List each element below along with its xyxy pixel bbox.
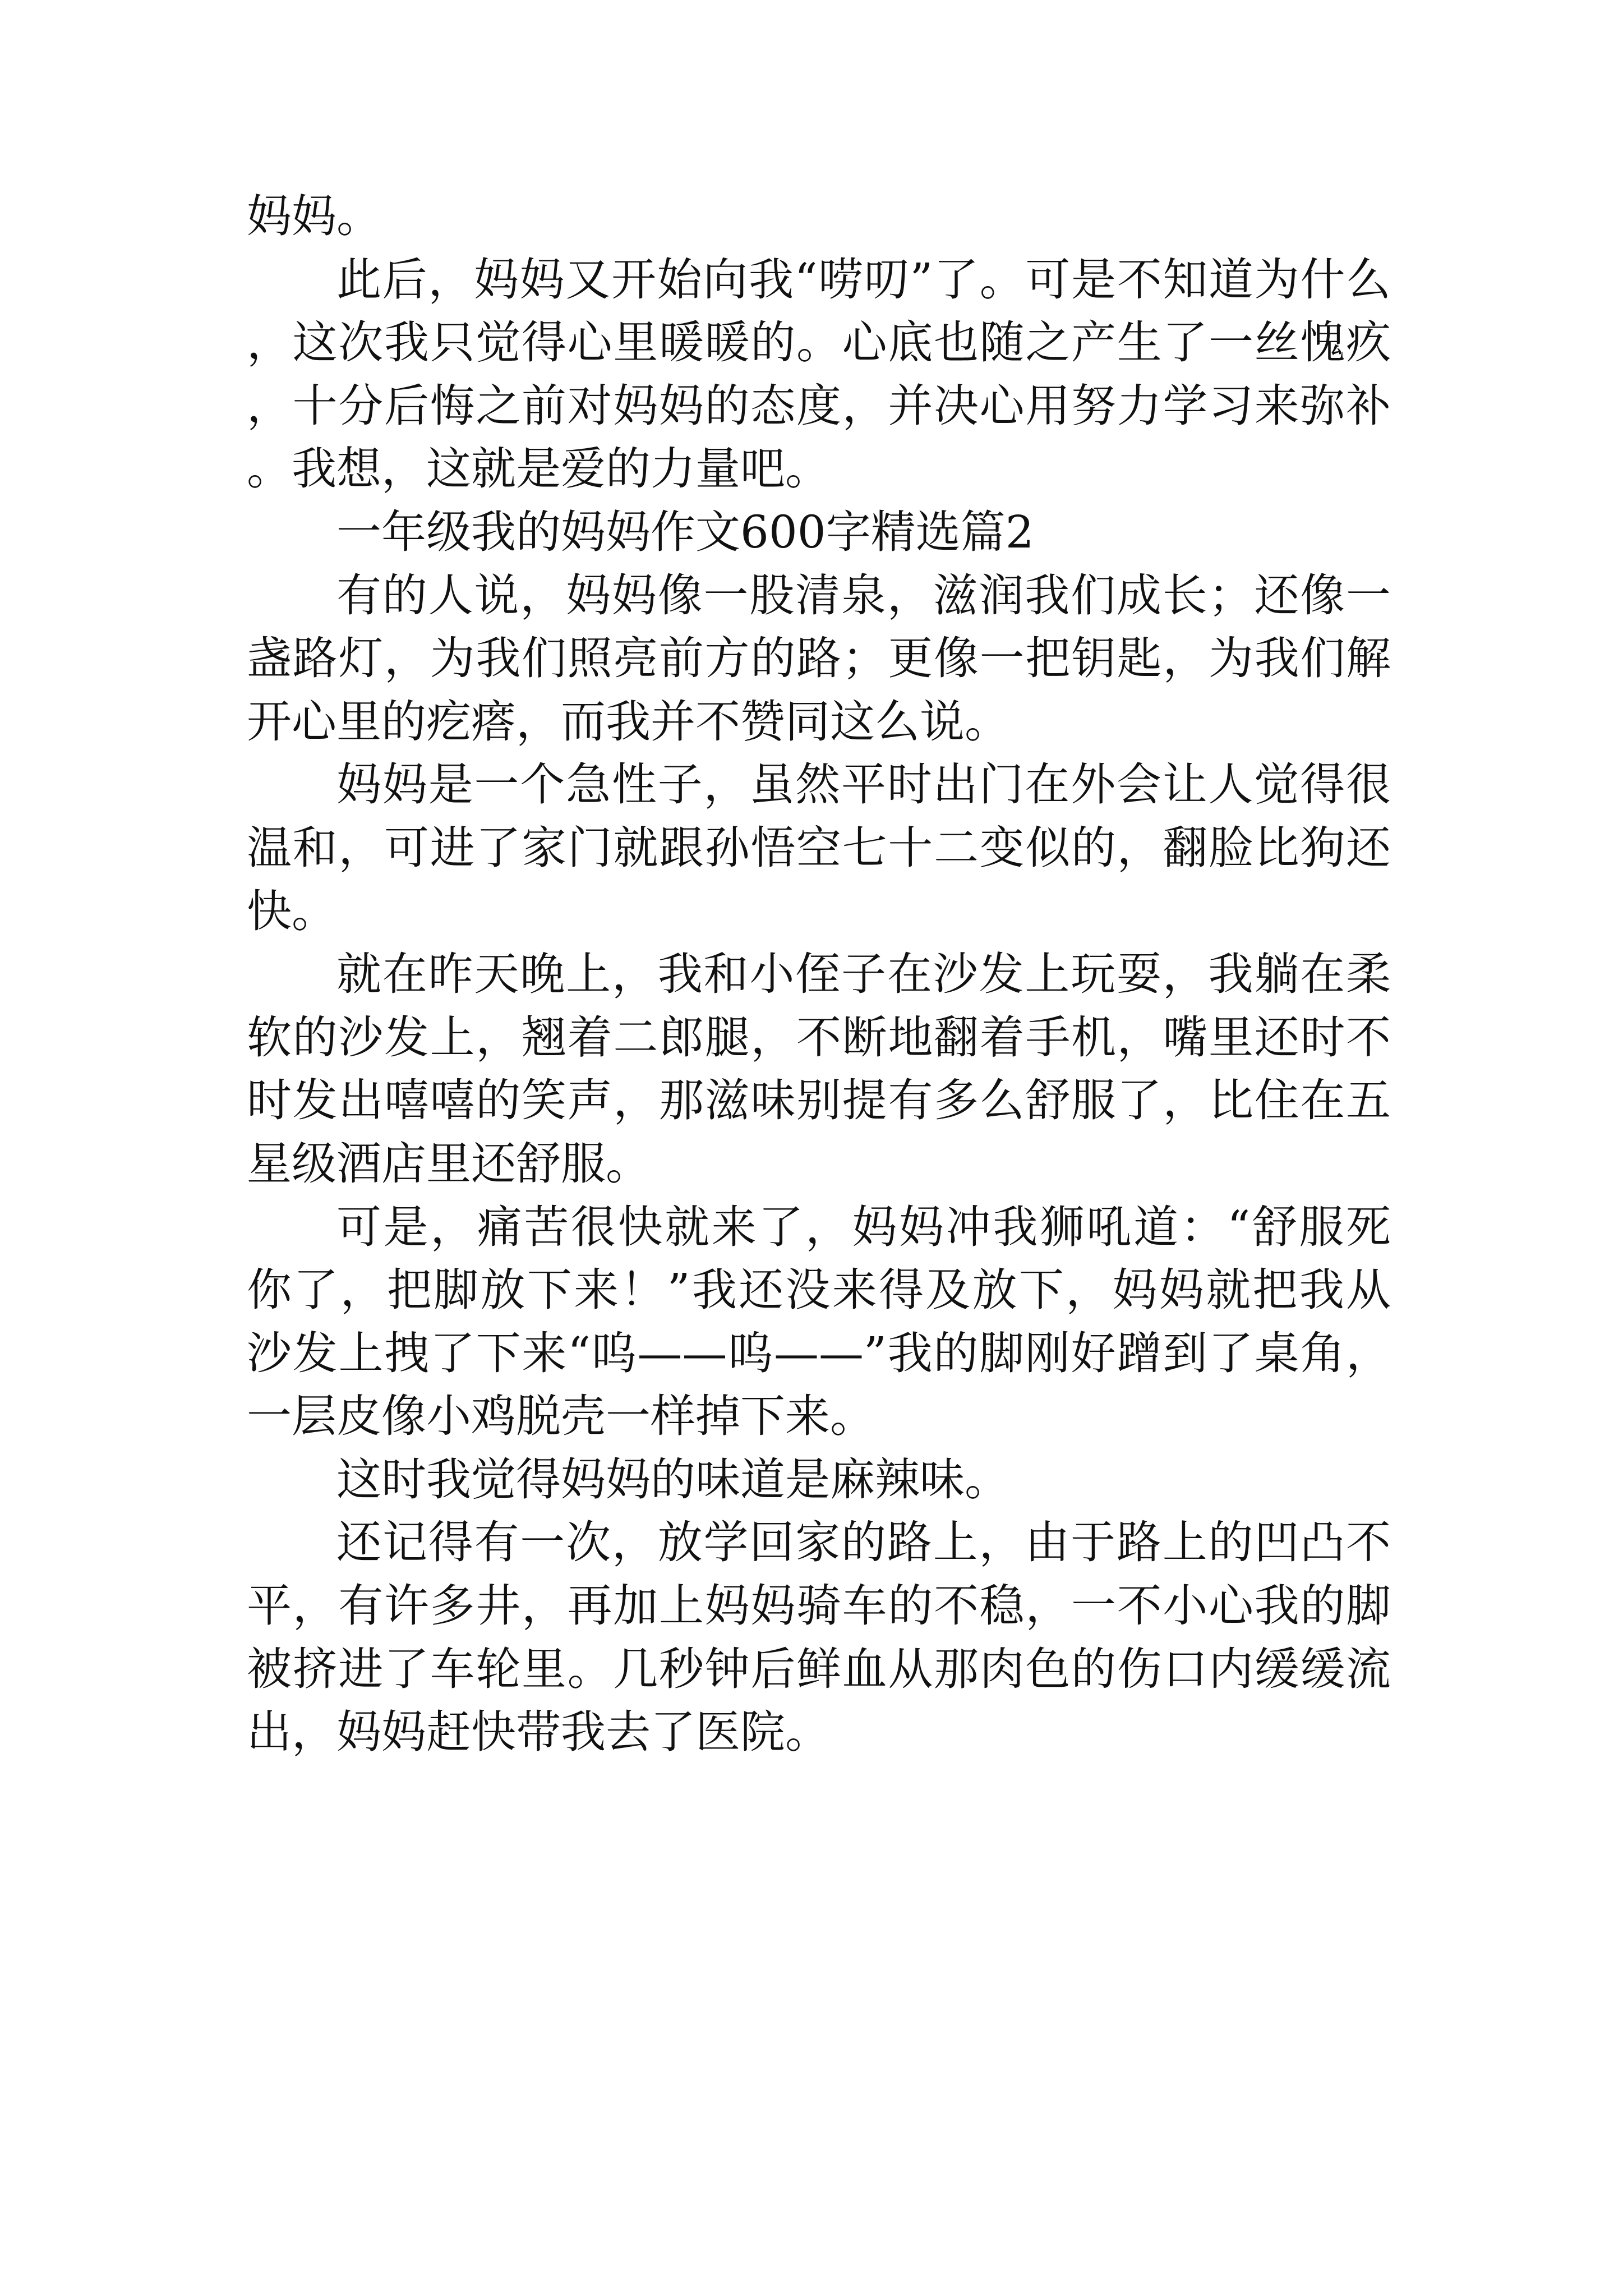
paragraph-spicy: 这时我觉得妈妈的味道是麻辣味。 bbox=[336, 1453, 1009, 1506]
paragraph-hospital: 还记得有一次，放学回家的路上，由于路上的凹凸不平，有许多井，再加上妈妈骑车的不稳，一不小心我的脚被挤进了车轮里。几秒钟后鲜血从那肉色的伤口内缓缓流出，妈妈赶快带我去了医院。 bbox=[247, 1516, 1391, 1759]
document-page bbox=[247, 185, 1391, 1764]
paragraph-metaphors: 有的人说，妈妈像一股清泉，滋润我们成长；还像一盏路灯，为我们照亮前方的路；更像一把钥匙，为我们解开心里的疙瘩，而我并不赞同这么说。 bbox=[247, 569, 1391, 748]
section-heading: 一年级我的妈妈作文600字精选篇2 bbox=[336, 505, 1034, 558]
paragraph-scolding: 可是，痛苦很快就来了，妈妈冲我狮吼道：“舒服死你了，把脚放下来！”我还没来得及放下，妈妈就把我从沙发上拽了下来“呜——呜——”我的脚刚好蹭到了桌角，一层皮像小鸡脱壳一样掉下来。 bbox=[247, 1200, 1391, 1443]
paragraph-sofa: 就在昨天晚上，我和小侄子在沙发上玩耍，我躺在柔软的沙发上，翘着二郎腿，不断地翻着手机，嘴里还时不时发出嘻嘻的笑声，那滋味别提有多么舒服了，比住在五星级酒店里还舒服。 bbox=[247, 948, 1391, 1190]
paragraph-continuation: 妈妈。 bbox=[247, 190, 381, 242]
paragraph-regret: 此后，妈妈又开始向我“唠叨”了。可是不知道为什么，这次我只觉得心里暖暖的。心底也随之产生了一丝愧疚，十分后悔之前对妈妈的态度，并决心用努力学习来弥补。我想，这就是爱的力量吧。 bbox=[247, 253, 1391, 495]
paragraph-temper: 妈妈是一个急性子，虽然平时出门在外会让人觉得很温和，可进了家门就跟孙悟空七十二变似的，翻脸比狗还快。 bbox=[247, 758, 1391, 937]
